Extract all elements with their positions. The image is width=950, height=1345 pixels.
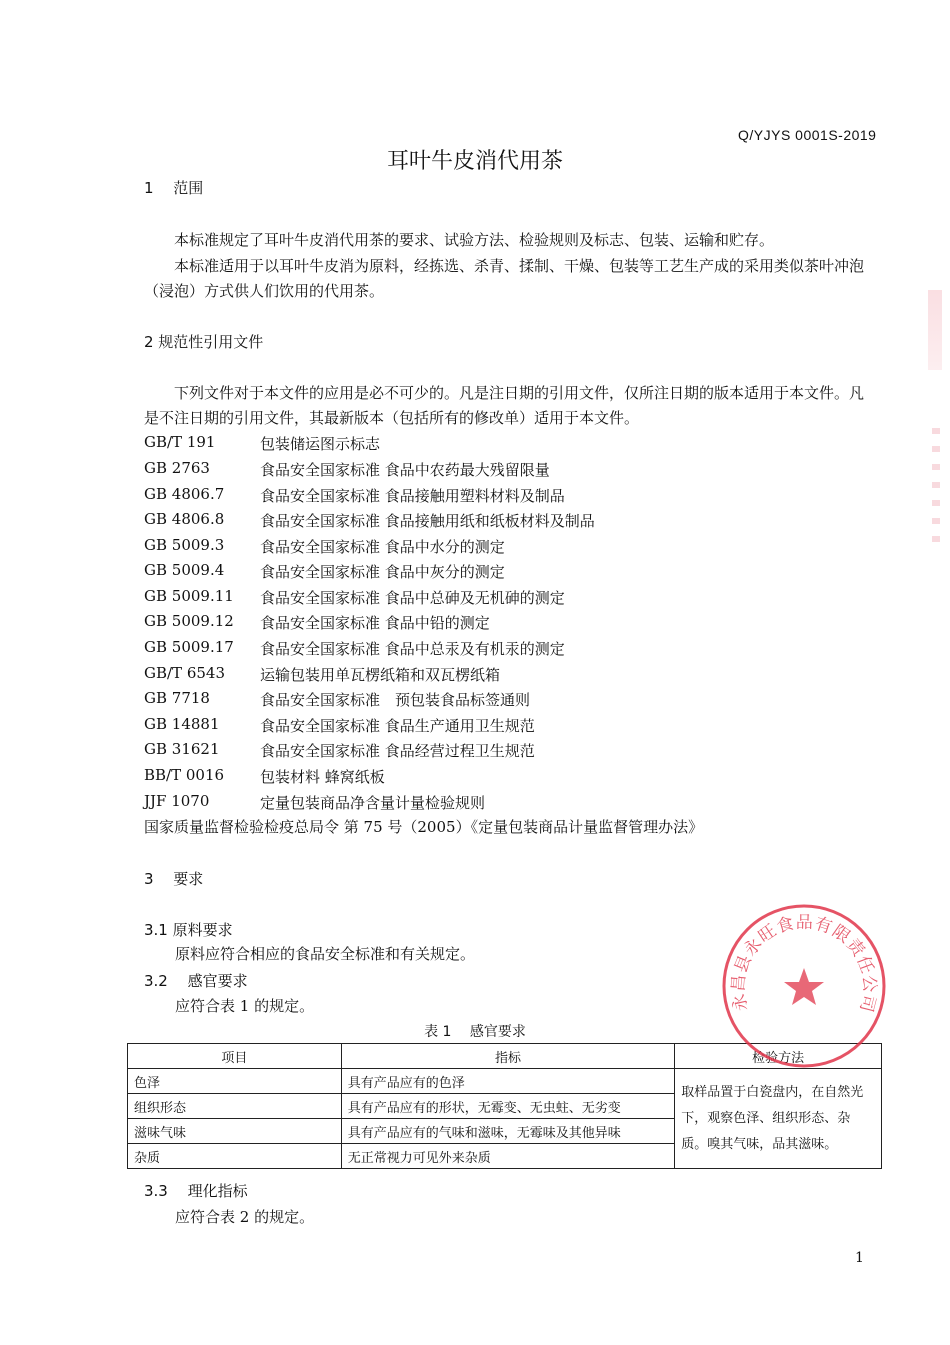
section-3-heading: 3 要求	[144, 870, 204, 888]
ref-title: 包装材料 蜂窝纸板	[260, 768, 385, 786]
ref-title: 定量包装商品净含量计量检验规则	[260, 794, 486, 812]
ref-title: 食品安全国家标准 食品中水分的测定	[260, 538, 505, 556]
ref-title: 食品安全国家标准 预包装食品标签通则	[260, 691, 531, 709]
ref-code: JJF 1070	[144, 792, 210, 810]
ref-code: GB 5009.12	[144, 612, 234, 630]
section-3-3-heading: 3.3 理化指标	[144, 1182, 248, 1200]
section-2-intro: 下列文件对于本文件的应用是必不可少的。凡是注日期的引用文件，仅所注日期的版本适用于本文件。凡是不注日期的引用文件，其最新版本（包括所有的修改单）适用于本文件。	[144, 384, 865, 427]
table-row	[128, 1069, 882, 1094]
ref-title: 食品安全国家标准 食品中灰分的测定	[260, 563, 505, 581]
standard-code: Q/YJYS 0001S-2019	[738, 127, 877, 143]
ref-title: 食品安全国家标准 食品接触用纸和纸板材料及制品	[260, 512, 595, 530]
table-cell-spec: 具有产品应有的气味和滋味，无霉味及其他异味	[341, 1119, 675, 1144]
ref-code: GB 14881	[144, 715, 220, 733]
svg-text:永昌县永旺食品有限责任公司	[729, 913, 880, 1015]
table-cell-item: 色泽	[128, 1069, 342, 1094]
section-3-1-text: 原料应符合相应的食品安全标准和有关规定。	[175, 945, 476, 963]
table-cell-item: 滋味气味	[128, 1119, 342, 1144]
page-number: 1	[855, 1250, 864, 1266]
ref-code: GB 7718	[144, 689, 210, 707]
table-header: 指标	[341, 1044, 675, 1069]
section-3-2-text: 应符合表 1 的规定。	[175, 997, 315, 1015]
ref-code: GB 5009.17	[144, 638, 234, 656]
ref-code: GB 5009.11	[144, 587, 234, 605]
section-1-para-1: 本标准规定了耳叶牛皮消代用茶的要求、试验方法、检验规则及标志、包装、运输和贮存。	[174, 231, 775, 249]
table-cell-spec: 具有产品应有的色泽	[341, 1069, 675, 1094]
ref-code: GB/T 6543	[144, 664, 226, 682]
table-cell-method: 取样品置于白瓷盘内，在自然光下，观察色泽、组织形态、杂质。嗅其气味，品其滋味。	[675, 1069, 882, 1169]
table-cell-item: 组织形态	[128, 1094, 342, 1119]
ref-code: GB/T 191	[144, 433, 216, 451]
table-cell-spec: 无正常视力可见外来杂质	[341, 1144, 675, 1169]
ref-title: 食品安全国家标准 食品接触用塑料材料及制品	[260, 487, 565, 505]
ref-title: 食品安全国家标准 食品经营过程卫生规范	[260, 742, 535, 760]
ref-title: 食品安全国家标准 食品中铅的测定	[260, 614, 490, 632]
ref-title: 包装储运图示标志	[260, 435, 381, 453]
edge-mark	[932, 428, 940, 548]
ref-title: 食品安全国家标准 食品中总汞及有机汞的测定	[260, 640, 565, 658]
company-seal	[720, 902, 888, 1070]
section-3-2-heading: 3.2 感官要求	[144, 972, 248, 990]
edge-mark	[928, 290, 942, 370]
section-1-heading: 1 范围	[144, 179, 204, 197]
section-1-para-2: 本标准适用于以耳叶牛皮消为原料，经拣选、杀青、揉制、干燥、包装等工艺生产成的采用类似茶叶冲泡（浸泡）方式供人们饮用的代用茶。	[144, 257, 865, 300]
ref-title: 食品安全国家标准 食品中农药最大残留限量	[260, 461, 550, 479]
star-icon	[784, 968, 824, 1005]
table-cell-spec: 具有产品应有的形状，无霉变、无虫蛀、无劣变	[341, 1094, 675, 1119]
document-title: 耳叶牛皮消代用茶	[386, 149, 563, 174]
seal-text: 永昌县永旺食品有限责任公司	[728, 912, 880, 1015]
table-header: 项目	[128, 1044, 342, 1069]
ref-code: GB 2763	[144, 459, 210, 477]
ref-code: GB 4806.7	[144, 485, 225, 503]
ref-code: GB 5009.3	[144, 536, 225, 554]
ref-code: GB 4806.8	[144, 510, 225, 528]
ref-title: 食品安全国家标准 食品中总砷及无机砷的测定	[260, 589, 565, 607]
ref-code: GB 5009.4	[144, 561, 225, 579]
table-header: 检验方法	[675, 1044, 882, 1069]
table-cell-item: 杂质	[128, 1144, 342, 1169]
ref-title: 食品安全国家标准 食品生产通用卫生规范	[260, 717, 535, 735]
section-3-1-heading: 3.1 原料要求	[144, 921, 233, 939]
section-3-3-text: 应符合表 2 的规定。	[175, 1208, 315, 1226]
ref-code: GB 31621	[144, 740, 220, 758]
ref-code: BB/T 0016	[144, 766, 225, 784]
ref-title: 运输包装用单瓦楞纸箱和双瓦楞纸箱	[260, 666, 501, 684]
decree-reference: 国家质量监督检验检疫总局令 第 75 号（2005）《定量包装商品计量监督管理办法》	[144, 818, 704, 836]
table-1-caption: 表 1 感官要求	[424, 1024, 526, 1040]
section-2-heading: 2 规范性引用文件	[144, 333, 264, 351]
